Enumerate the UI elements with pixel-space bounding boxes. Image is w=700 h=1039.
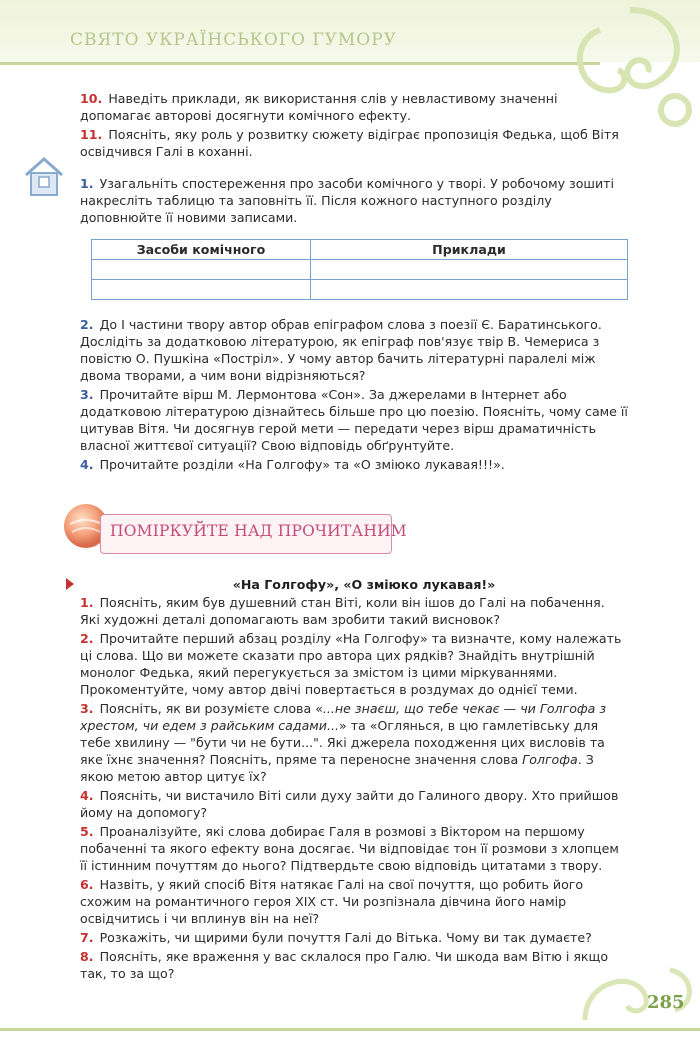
questions-mid <box>80 175 628 228</box>
list-item <box>80 700 628 785</box>
list-item <box>80 126 628 160</box>
question-text: Прочитайте перший абзац розділу «На Голгофу» та визначте, кому належать ці слова. Що ви можете сказати про автора цих рядків? Знайдіть внутрішній монолог Федька, який перегукується за змістом із цими міркуваннями. Прокоментуйте, чому автор двічі повертається в роздумах до однієї теми. <box>80 631 622 697</box>
table-cell <box>311 280 628 300</box>
header-rule <box>0 62 600 65</box>
question-number: 11. <box>80 127 103 142</box>
table-cell <box>92 260 311 280</box>
question-text: Поясніть, чи вистачило Віті сили духу зайти до Галиного двору. Хто прийшов йому на допомогу? <box>80 788 619 820</box>
question-text: Поясніть, яке враження у вас склалося про Галю. Чи шкода вам Вітю і якщо так, то за що? <box>80 949 609 981</box>
question-number: 8. <box>80 949 94 964</box>
question-text: Наведіть приклади, як використання слів у невластивому значенні допомагає авторові досягнути комічного ефекту. <box>80 91 558 123</box>
subsection-title: «На Голгофу», «О змiюко лукавая!» <box>232 577 496 592</box>
section-title: ПОМІРКУЙТЕ НАД ПРОЧИТАНИМ <box>110 522 407 540</box>
running-header: СВЯТО УКРАЇНСЬКОГО ГУМОРУ <box>70 30 397 50</box>
question-number: 7. <box>80 930 94 945</box>
list-item <box>80 386 628 454</box>
list-item <box>80 316 628 384</box>
question-number: 2. <box>80 317 94 332</box>
question-term: Голгофа <box>522 752 578 767</box>
question-text: Назвіть, у який спосіб Вітя натякає Галі на свої почуття, що робить його схожим на романтичного героя XIX ст. Чи розпізнала дівчина його намір освідчитись і чи вплинув він на неї? <box>80 877 584 926</box>
list-item <box>80 90 628 124</box>
question-number: 6. <box>80 877 94 892</box>
question-number: 4. <box>80 788 94 803</box>
question-number: 3. <box>80 387 94 402</box>
table-cell <box>92 280 311 300</box>
page-number: 285 <box>647 992 685 1013</box>
questions-bottom <box>80 594 628 984</box>
list-item <box>80 876 628 927</box>
question-text: До І частини твору автор обрав епіграфом слова з поезії Є. Баратинського. Дослідіть за додатковою літературою, як епіграф пов'язує твір В. Чемериса з повістю О. Пушкіна «Постріл». У чому автор бачить літературні паралелі між двома творами, а чим вони відрізняються? <box>80 317 602 383</box>
question-text: » та «Оглянься, в цю гамлетівську для тебе хвилину — "бути чи не бути...". Які джерела походження цих висловів та яке їхнє значення? Поясніть, пряме та переносне значення слова <box>80 718 605 767</box>
house-icon <box>20 153 68 201</box>
list-item <box>80 787 628 821</box>
list-item <box>80 456 628 473</box>
question-number: 4. <box>80 457 94 472</box>
questions-after-table <box>80 316 628 475</box>
red-marker-icon <box>66 578 74 590</box>
table-cell <box>311 260 628 280</box>
question-number: 3. <box>80 701 94 716</box>
question-number: 2. <box>80 631 94 646</box>
question-number: 10. <box>80 91 103 106</box>
question-text: Поясніть, як ви розумієте слова « <box>99 701 323 716</box>
question-text: Прочитайте розділи «На Голгофу» та «О змiюко лукавая!!!». <box>99 457 505 472</box>
question-number: 1. <box>80 176 94 191</box>
question-text: . З якою метою автор цитує їх? <box>80 752 594 784</box>
table-header: Засоби комічного <box>92 240 311 260</box>
questions-top <box>80 90 628 162</box>
table-row <box>92 280 628 300</box>
question-text: Розкажіть, чи щирими були почуття Галі до Вітька. Чому ви так думаєте? <box>99 930 592 945</box>
question-number: 5. <box>80 824 94 839</box>
list-item <box>80 175 628 226</box>
comic-devices-table <box>91 239 628 300</box>
list-item <box>80 823 628 874</box>
question-text: Прочитайте вірш М. Лермонтова «Сон». За джерелами в Інтернет або додатковою літературою дізнайтесь більше про цю поезію. Поясніть, чому саме її цитував Вітя. Чи досягнув герой мети — передати через вірш драматичність власної життєвої ситуації? Свою відповідь обґрунтуйте. <box>80 387 628 453</box>
question-text: Поясніть, яким був душевний стан Віті, коли він ішов до Галі на побачення. Які художні деталі допомагають вам зробити такий висновок? <box>80 595 605 627</box>
list-item <box>80 929 628 946</box>
table-row <box>92 260 628 280</box>
list-item <box>80 948 628 982</box>
question-quote: ...не знаєш, що тебе чекає — чи Голгофа з хрестом, чи едем з райським садами... <box>80 701 607 733</box>
question-text: Поясніть, яку роль у розвитку сюжету відіграє пропозиція Федька, щоб Вітя освідчився Галі в коханні. <box>80 127 619 159</box>
list-item <box>80 630 628 698</box>
table-header: Приклади <box>311 240 628 260</box>
question-text: Узагальніть спостереження про засоби комічного у творі. У робочому зошиті накресліть таблицю та заповніть її. Після кожного наступного розділу доповнюйте її новими записами. <box>80 176 614 225</box>
list-item <box>80 594 628 628</box>
footer-rule <box>0 1028 700 1031</box>
question-number: 1. <box>80 595 94 610</box>
question-text: Проаналізуйте, які слова добирає Галя в розмові з Віктором на першому побаченні та якого ефекту вона досягає. Чи відповідає тон її розмови з хлопцем її істинним почуттям до нього? Підтвердьте свою відповідь цитатами з твору. <box>80 824 619 873</box>
